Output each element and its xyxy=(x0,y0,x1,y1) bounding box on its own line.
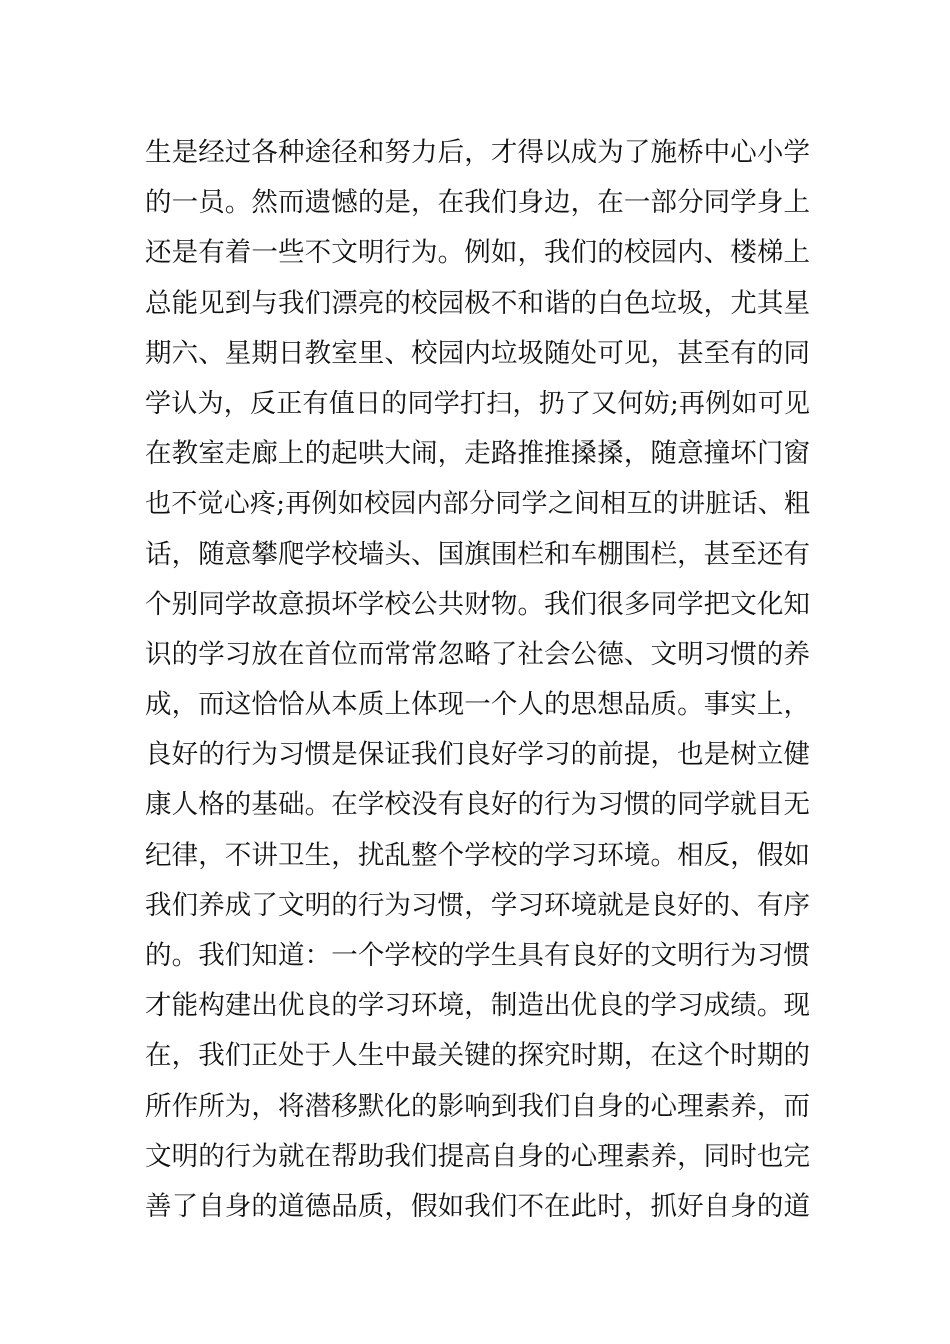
text-line: 学认为，反正有值日的同学打扫，扔了又何妨;再例如可见 xyxy=(145,388,810,419)
text-line: 生是经过各种途径和努力后，才得以成为了施桥中心小学 xyxy=(145,137,810,168)
text-line: 所作所为，将潜移默化的影响到我们自身的心理素养，而 xyxy=(145,1090,810,1122)
text-line: 的。我们知道：一个学校的学生具有良好的文明行为习惯 xyxy=(145,940,810,971)
text-line: 的一员。然而遗憾的是，在我们身边，在一部分同学身上 xyxy=(145,187,810,219)
text-line: 也不觉心疼;再例如校园内部分同学之间相互的讲脏话、粗 xyxy=(145,489,810,520)
text-line: 话，随意攀爬学校墙头、国旗围栏和车棚围栏，甚至还有 xyxy=(145,538,810,570)
text-line: 我们养成了文明的行为习惯，学习环境就是良好的、有序 xyxy=(145,889,810,921)
text-line: 才能构建出优良的学习环境，制造出优良的学习成绩。现 xyxy=(145,990,810,1022)
text-line: 在，我们正处于人生中最关键的探究时期，在这个时期的 xyxy=(145,1040,810,1072)
text-line: 良好的行为习惯是保证我们良好学习的前提，也是树立健 xyxy=(145,739,810,771)
text-line: 还是有着一些不文明行为。例如，我们的校园内、楼梯上 xyxy=(145,237,810,269)
text-line: 识的学习放在首位而常常忽略了社会公德、文明习惯的养 xyxy=(145,638,810,670)
text-line: 期六、星期日教室里、校园内垃圾随处可见，甚至有的同 xyxy=(145,337,810,369)
body-text xyxy=(145,128,810,1232)
text-line: 文明的行为就在帮助我们提高自身的心理素养，同时也完 xyxy=(145,1140,810,1172)
text-line: 在教室走廊上的起哄大闹，走路推推搡搡，随意撞坏门窗 xyxy=(145,438,810,470)
text-line: 个别同学故意损坏学校公共财物。我们很多同学把文化知 xyxy=(145,588,810,620)
text-line: 善了自身的道德品质，假如我们不在此时，抓好自身的道 xyxy=(145,1190,810,1222)
text-line: 纪律，不讲卫生，扰乱整个学校的学习环境。相反，假如 xyxy=(145,839,810,871)
text-line: 总能见到与我们漂亮的校园极不和谐的白色垃圾，尤其星 xyxy=(145,287,810,319)
text-line: 成，而这恰恰从本质上体现一个人的思想品质。事实上， xyxy=(145,689,810,721)
text-line: 康人格的基础。在学校没有良好的行为习惯的同学就目无 xyxy=(145,789,810,821)
